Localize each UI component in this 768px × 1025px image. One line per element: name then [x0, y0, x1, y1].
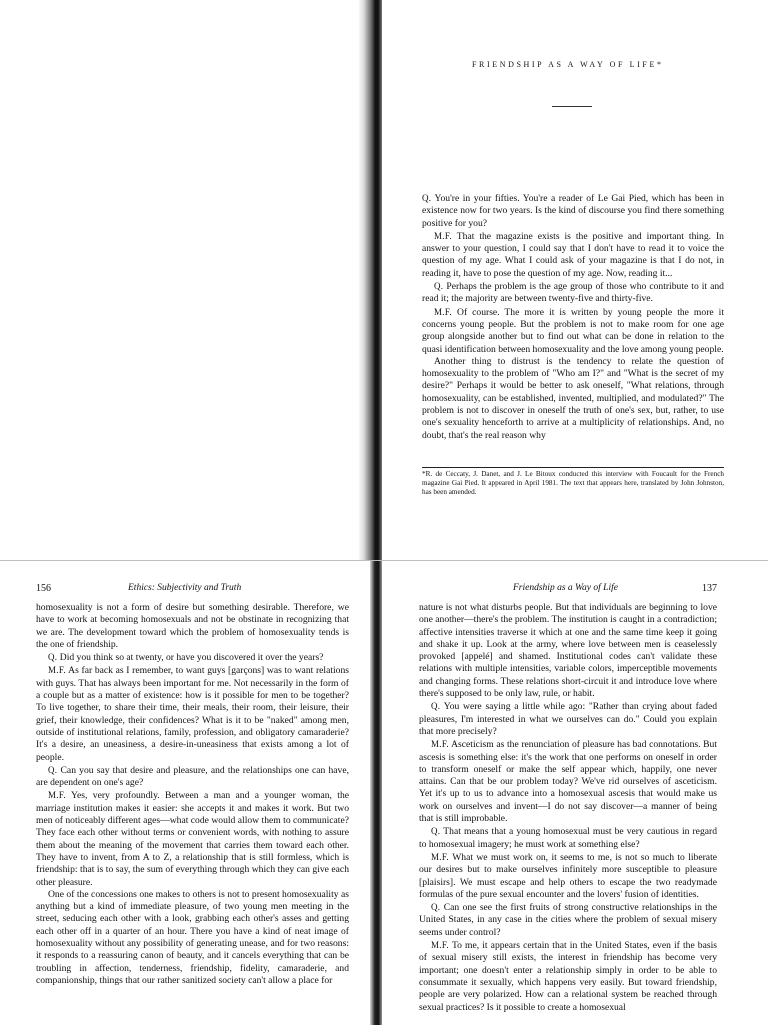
book-gutter-shadow: [370, 561, 382, 1025]
interview-text-top: [422, 192, 724, 442]
paragraph-text: Of course. The more it is written by young people the more it concerns young people. But the problem is not to make room for one age group alongside another but to find out what can be done in relation to the quasi identification between homosexuality and the love among young people.: [422, 306, 724, 355]
paragraph-text: Another thing to distrust is the tendency to relate the question of homosexuality to the problem of "Who am I?" and "What is the secret of my desire?" Perhaps it would be better to ask oneself, "What relations, through homosexuality, can be established, invented, multiplied, and modulated?" The problem is not to discover in oneself the truth of one's sex, but, rather, to use one's sexuality henceforth to arrive at a multiplicity of relationships. And, no doubt, that's the real reason why: [422, 355, 724, 441]
paragraph-text: homosexuality is not a form of desire but something desirable. Therefore, we have to work at becoming homosexuals and not be obstinate in recognizing that we are. The development toward which the problem of homosexuality tends is the one of friendship.: [36, 602, 349, 650]
paragraph: [419, 738, 717, 825]
speaker-label: M.F.: [48, 790, 66, 801]
title-rule: [552, 106, 592, 107]
paragraph-text: Can you say that desire and pleasure, and the relationships one can have, are dependent on one's age?: [36, 764, 349, 789]
paragraph: [422, 280, 724, 306]
paragraph: [422, 230, 724, 280]
speaker-label: M.F.: [431, 739, 449, 750]
page-number: 156: [36, 583, 51, 594]
speaker-label: M.F.: [431, 940, 449, 951]
paragraph-text: You were saying a little while ago: "Rather than crying about faded pleasures, I'm interested in what we ourselves can do." Could you explain that more precisely?: [419, 701, 717, 737]
running-header-title: Ethics: Subjectivity and Truth: [128, 583, 242, 593]
paragraph-text: nature is not what disturbs people. But that individuals are beginning to love one another—there's the problem. The institution is caught in a contradiction; affective intensities traverse it which at one and the same time keep it going and shake it up. Look at the army, where love between men is ceaselessly provoked [appelé] and shamed. Institutional codes can't validate these relations with multiple intensities, variable colors, imperceptible movements and changing forms. These relations short-circuit it and introduce love where there's supposed to be only law, rule, or habit.: [419, 602, 717, 700]
paragraph-text: To me, it appears certain that in the United States, even if the basis of sexual misery still exists, the interest in friendship has become very important; one doesn't enter a relationship simply in order to be able to consummate it sexually, which happens very easily. But toward friendship, people are very polarized. How can a relational system be reached through sexual practices? Is it possible to create a homosexual: [419, 940, 717, 1013]
paragraph-text: Asceticism as the renunciation of pleasure has bad connotations. But ascesis is something else: it's the work that one performs on oneself in order to transform oneself or make the self appear which, happily, one never attains. Can that be our problem today? We've rid ourselves of asceticism. Yet it's up to us to advance into a homosexual ascesis that would make us work on ourselves and invent—I do not say discover—a manner of being that is still improbable.: [419, 739, 717, 825]
footnote: *R. de Ceccaty, J. Danet, and J. Le Bitoux conducted this interview with Foucault for the French magazine Gai Pied. It appeared in April 1981. The text that appears here, translated by John Johnston, has been amended.: [422, 470, 724, 497]
paragraph-text: Perhaps the problem is the age group of those who contribute to it and read it; the majority are between twenty-five and thirty-five.: [422, 281, 724, 305]
left-page-body: [36, 602, 349, 987]
paragraph: [36, 889, 349, 987]
speaker-label: Q.: [48, 652, 58, 663]
paragraph: [36, 764, 349, 790]
paragraph-text: Did you think so at twenty, or have you discovered it over the years?: [59, 652, 324, 664]
paragraph: [36, 789, 349, 888]
left-page-header: [36, 583, 352, 594]
paragraph: [422, 192, 724, 230]
paragraph: [419, 700, 717, 738]
paragraph-text: You're in your fifties. You're a reader of Le Gai Pied, which has been in existence now for two years. Is the kind of discourse you find there something positive for you?: [422, 193, 724, 229]
speaker-label: M.F.: [434, 230, 452, 241]
paragraph-text: What we must work on, it seems to me, is not so much to liberate our desires but to make ourselves infinitely more susceptible to pleasure [plaisirs]. We must escape and help others to escape the two readymade formulas of the pure sexual encounter and the lovers' fusion of identities.: [419, 851, 717, 900]
paragraph: [36, 651, 349, 664]
speaker-label: Q.: [431, 826, 441, 837]
speaker-label: Q.: [422, 193, 432, 203]
book-gutter-shadow: [358, 0, 382, 560]
paragraph: [419, 851, 717, 901]
paragraph-text: That means that a young homosexual must be very cautious in regard to homosexual imagery; he must work at something else?: [419, 826, 717, 850]
running-header-title: Friendship as a Way of Life: [513, 583, 618, 593]
bottom-page-spread: [0, 560, 768, 1025]
paragraph: [419, 825, 717, 851]
paragraph-text: One of the concessions one makes to others is not to present homosexuality as anything but a kind of immediate pleasure, of two young men meeting in the street, seducing each other with a look, grabbing each other's asses and getting each other off in a quarter of an hour. There you have a kind of neat image of homosexuality without any possibility of generating unease, and for two reasons: it responds to a reassuring canon of beauty, and it cancels everything that can be troubling in affection, tenderness, friendship, fidelity, camaraderie, and companionship, things that our rather sanitized society can't allow a place for: [36, 888, 349, 986]
paragraph: [422, 356, 724, 442]
paragraph: [419, 939, 717, 1014]
chapter-title: FRIENDSHIP AS A WAY OF LIFE*: [472, 60, 664, 69]
paragraph: [419, 901, 717, 939]
paragraph-text: That the magazine exists is the positive and important thing. In answer to your question, I could say that I don't have to read it to voice the question of my age. What I could ask of your magazine is that I do not, in reading it, have to pose the question of my age. Now, reading it...: [422, 230, 724, 279]
speaker-label: M.F.: [434, 306, 452, 317]
speaker-label: Q.: [48, 764, 58, 775]
paragraph: [36, 664, 349, 763]
right-page-body: [419, 602, 717, 1014]
paragraph: [422, 306, 724, 356]
paragraph: [419, 602, 717, 700]
paragraph-text: As far back as I remember, to want guys [garçons] was to want relations with guys. That has always been important for me. Not necessarily in the form of a couple but as a matter of existence: how is it possible for men to be together? To live together, to share their time, their meals, their room, their leisure, their grief, their knowledge, their confidences? What is it to be "naked" among men, outside of institutional relations, family, profession, and obligatory camaraderie? It's a desire, an uneasiness, a desire-in-uneasiness that exists among a lot of people.: [36, 665, 349, 763]
speaker-label: Q.: [434, 281, 444, 292]
speaker-label: M.F.: [48, 665, 66, 676]
footnote-rule: [422, 467, 724, 468]
paragraph: [36, 602, 349, 651]
paragraph-text: Can one see the first fruits of strong constructive relationships in the United States, in any case in the cities where the problem of sexual misery seems under control?: [419, 902, 718, 938]
speaker-label: M.F.: [431, 851, 449, 862]
page-number: 137: [702, 583, 717, 594]
speaker-label: Q.: [431, 902, 441, 913]
speaker-label: Q.: [431, 701, 441, 712]
paragraph-text: Yes, very profoundly. Between a man and a younger woman, the marriage institution makes it easier: she accepts it and makes it work. But two men of noticeably different ages—what code would allow them to communicate? They face each other without terms or convenient words, with nothing to assure them about the meaning of the movement that carries them toward each other. They have to invent, from A to Z, a relationship that is still formless, which is friendship: that is to say, the sum of everything through which they can give each other pleasure.: [36, 790, 350, 888]
